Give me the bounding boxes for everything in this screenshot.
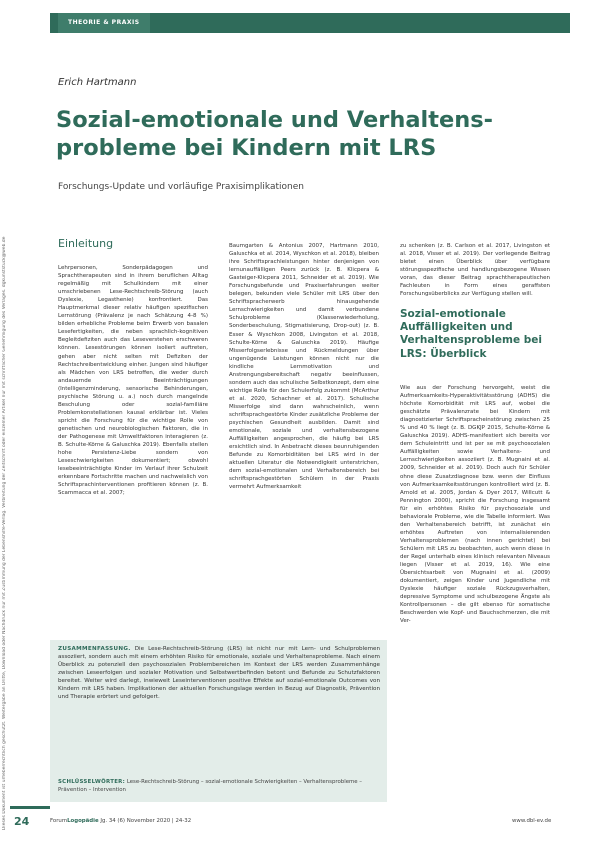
body-column-1 — [58, 264, 208, 497]
journal-url[interactable]: www.dbl-ev.de — [512, 818, 552, 824]
page-number: 24 — [14, 815, 30, 828]
body-paragraph: Baumgarten & Antonius 2007, Hartmann 2010, Galuschka et al. 2014, Wyschkon et al. 2018), bleiben ihre Schriftsprachleistungen hinter denjenigen von lernunauffälligen Peers zurück (z. B. Klicpera & Gasteiger-Klicpera 2011, Schneider et al. 2019). Wie Forschungsbefunde und Praxiserfahrungen weiter belegen, bekunden viele Schüler mit LRS über den Schriftspracherwerb hinausgehende Lernschwierigkeiten und damit verbundene Schulprobleme (Klassenwiederholung, Sonderbeschulung, Stigmatisierung, Drop-out) (z. B. Esser & Wyschkon 2008, Livingston et al. 2018, Schulte-Körne & Galuschka 2019). Häufige Misserfolgserlebnisse und Rückmeldungen über ungenügende Leistungen können nicht nur die kindliche Lernmotivation und Anstrengungsbereitschaft negativ beeinflussen, sondern auch das schulische Selbstkonzept, dem eine wichtige Rolle für den Schulerfolg zukommt (McArthur et al. 2020, Schachner et al. 2017). Schulische Misserfolge sind dann wahrscheinlich, wenn schriftsprachgestörte Kinder zusätzliche Probleme der psychischen Gesundheit ausbilden. Damit sind emotionale, soziale und verhaltensbezogene Auffälligkeiten angesprochen, die häufig bei LRS ersichtlich sind. In Anbetracht dieses beunruhigenden Befunde zu Komorbiditäten bei LRS wird in der aktuellen Literatur die Notwendigkeit unterstrichen, dem sozial-emotionalen und Verhaltensbereich bei schriftsprachgestörten Schülern in der Praxis vermehrt Aufmerksamkeit — [229, 243, 379, 491]
abstract-label: ZUSAMMENFASSUNG. — [58, 646, 131, 652]
author-name: Erich Hartmann — [58, 77, 137, 88]
body-column-3-top — [400, 242, 550, 298]
journal-info — [50, 818, 191, 824]
body-column-3-bottom — [400, 384, 550, 625]
body-paragraph: zu schenken (z. B. Carlson et al. 2017, Livingston et al. 2018, Visser et al. 2019). Der vorliegende Beitrag bietet einen Überblick über verfügbare störungsspezifische und handlungsbezogene Wissen voran, das dieser Beitrag sprachtherapeutischen Fachleuten in Form eines geraffsten Forschungsüberblicks zur Verfügung stellen will. — [400, 243, 550, 298]
copyright-notice — [2, 40, 12, 830]
abstract-body: Die Lese-Rechtschreib-Störung (LRS) ist nicht nur mit Lern- und Schulproblemen assoziiert, sondern auch mit einem erhöhten Risiko für emotionale, soziale und Verhaltensprobleme. Nach einem Überblick zu potenziell den psychosozialen Problembereichen im Kontext der LRS werden Zusammenhänge zwischen Leseerfolgen und sozialer Motivation und Selbstwertbefinden betont und Befunde zu Schutzfaktoren bereitet. Weiter wird darlegt, inwieweit Leseinterventionen positive Effekte auf sozial-emotionale Outcomes von Kindern mit LRS haben. Implikationen der aktuellen Forschungslage werden in Bezug auf Diagnostik, Prävention und Therapie erörtert und gefolgert. — [58, 646, 380, 701]
article-title: Sozial-emotionale und Verhaltens-probleme bei Kindern mit LRS — [56, 107, 493, 161]
journal-issue: Jg. 34 (6) November 2020 | 24-32 — [100, 818, 192, 824]
copyright-text: Dieses Dokument ist urheberrechtlich geschützt. Weitergabe an Dritte, Download oder Nachdruck nur mit Zustimmung der Lebenshilfe-Verlag. Verbreitung der Zeitschrift oder einzelner Artikel nur mit schriftlicher Genehmigung des Verlages. dgkunststück@web.de — [2, 236, 7, 830]
keywords-list: Lese-Rechtschreib-Störung – sozial-emotionale Schwierigkeiten – Verhaltensprobleme – Prävention – Intervention — [58, 779, 363, 793]
body-paragraph: Wie aus der Forschung hervorgeht, weist die Aufmerksamkeits-Hyperaktivitätsstörung (ADHS) die höchste Komorbidität mit LRS auf, wobei die geschätzte Prävalenzrate bei Kindern mit diagnostizierter Schriftspracheinstörung zwischen 25 % und 40 % liegt (z. B. DGKJP 2015, Schulte-Körne & Galuschka 2019). ADHS-manifestiert sich bereits vor dem Schuleintritt und ist per se mit psychosozialen Auffälligkeiten sowie Verhaltens- und Lernschwierigkeiten assoziiert (z. B. Mugnaini et al. 2009, Schneider et al. 2019). Doch auch für Schüler ohne diese Zusatzdiagnose bzw. wenn der Einfluss von Aufmerksamkeitsstörungen kontrolliert wird (z. B. Arnold et al. 2005, Jordan & Dyer 2017, Willcutt & Pennington 2000), spricht die Forschung insgesamt für ein erhöhtes Risiko für psychosoziale und behaviorale Probleme, wie die Tabelle informiert. Was den Verhaltensbereich betrifft, ist zunächst ein erhöhtes Auftreten von internalisierenden Verhaltensproblemen (nach innen gerichtet) bei Schülern mit LRS zu beobachten, auch wenn diese in der Regel unterhalb eines klinisch relevanten Niveaus liegen (Visser et al. 2019, 16). Wie eine Übersichtsarbeit von Mugnaini et al. (2009) dokumentiert, zeigen Kinder und Jugendliche mit Dyslexie häufiger soziale Rückzugsverhalten, depressive Symptome und schulbezogene Ängste als Kontrollpersonen – die gilt ebenso für somatische Beschwerden wie Kopf- und Bauchschmerzen, die mit Ver- — [400, 385, 550, 625]
section-heading-intro: Einleitung — [58, 237, 114, 250]
section-label: THEORIE & PRAXIS — [58, 13, 150, 33]
journal-name-bold: Logopädie — [67, 818, 99, 824]
journal-name: Forum — [50, 818, 68, 824]
article-subtitle: Forschungs-Update und vorläufige Praxisimplikationen — [58, 182, 304, 192]
abstract-text — [58, 645, 380, 701]
footer-rule — [10, 806, 50, 809]
body-column-2 — [229, 242, 379, 491]
keywords — [58, 778, 380, 794]
body-paragraph: Lehrpersonen, Sonderpädagogen und Sprachtherapeuten sind in ihrem beruflichen Alltag regelmäßig mit Schulkindern mit einer umschriebenen Lese-Rechtschreib-Störung (auch Dyslexie, Legasthenie) konfrontiert. Das Hauptmerkmal dieser relativ häufigen spezifischen Lernstörung (Prävalenz je nach Schätzung 4-8 %) bilden erhebliche Probleme beim Erwerb von basalen Lesefertigkeiten, die neben sprachlich-kognitiven Begleitdefiziten auch das Leseverstehen erschweren können. Lesestörungen können isoliert auftreten, gehen aber nicht selten mit Defiziten der Rechtschreibentwicklung einher. Jungen sind häufiger als Mädchen von LRS betroffen, die weder durch andauernde Beeinträchtigungen (Intelligenzminderung, sensorische Behinderungen, psychische Störung u. a.) noch durch mangelnde Beschulung oder sozial-familiäre Problemkonstellationen kausal erklärbar ist. Vieles spricht die Forschung für die wichtige Rolle von genetischen und neurobiologischen Faktoren, die in der Pathogenese mit Umweltfaktoren interagieren (z. B. Schulte-Körne & Galuschka 2019). Ebenfalls stellen hohe Persistenz-Liebe sondern von Leseschwierigkeiten dokumentiert; obwohl lesebeeinträchtigte Kinder im Verlauf ihrer Schulzeit erkennbare Fortschritte machen und nachweislich von Schriftsprachinterventionen profitieren können (z. B. Scammacca et al. 2007; — [58, 265, 208, 497]
section-heading-overview: Sozial-emotionale Auffälligkeiten und Verhaltensprobleme bei LRS: Überblick — [400, 308, 542, 360]
keywords-label: SCHLÜSSELWÖRTER: — [58, 779, 126, 785]
